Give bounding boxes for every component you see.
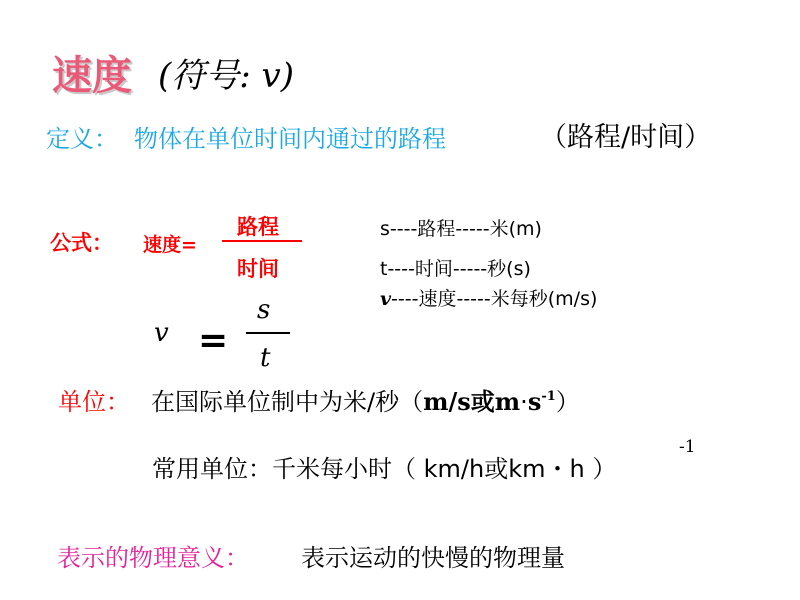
equation-denominator-t: t bbox=[260, 343, 271, 373]
equation-fraction-bar bbox=[246, 332, 290, 334]
unit-s: s bbox=[527, 387, 542, 416]
formula-label: 公式： bbox=[50, 231, 113, 255]
unit-exponent: -1 bbox=[541, 389, 556, 404]
equation-equals: = bbox=[198, 320, 229, 361]
legend-distance: s----路程-----米(m) bbox=[380, 218, 542, 240]
title-symbol: (符号: v) bbox=[158, 56, 294, 96]
equation-v: v bbox=[154, 318, 169, 348]
unit-ms: m/s bbox=[423, 387, 471, 416]
legend-speed-text: ----速度-----米每秒(m/s) bbox=[391, 288, 598, 310]
common-unit-exponent: -1 bbox=[679, 437, 696, 457]
formula-speed-term: 速度= bbox=[143, 234, 197, 256]
unit-text bbox=[151, 382, 580, 417]
formula-fraction-bar bbox=[222, 240, 302, 242]
formula-numerator: 路程 bbox=[237, 215, 279, 239]
unit-text-prefix: 在国际单位制中为米/秒（ bbox=[151, 388, 424, 416]
definition-text: 物体在单位时间内通过的路程 bbox=[134, 125, 446, 153]
slide-title: 速度 bbox=[52, 53, 132, 99]
equation-numerator-s: s bbox=[257, 295, 271, 325]
formula-denominator: 时间 bbox=[237, 257, 279, 281]
unit-m: m bbox=[494, 387, 521, 416]
unit-or: 或 bbox=[470, 387, 495, 416]
common-unit: 常用单位：千米每小时（ km/h或km・h ） bbox=[152, 455, 617, 483]
meaning-text: 表示运动的快慢的物理量 bbox=[301, 544, 565, 572]
unit-close: ） bbox=[555, 388, 580, 416]
definition-label: 定义： bbox=[46, 125, 118, 153]
legend-speed-symbol: v bbox=[380, 288, 392, 310]
meaning-label: 表示的物理意义： bbox=[57, 544, 249, 572]
unit-dot: · bbox=[520, 388, 528, 416]
definition-parenthetical: （路程/时间） bbox=[540, 122, 712, 153]
legend-time: t----时间-----秒(s) bbox=[380, 258, 531, 280]
unit-label: 单位： bbox=[58, 388, 130, 416]
legend-speed bbox=[380, 284, 597, 311]
